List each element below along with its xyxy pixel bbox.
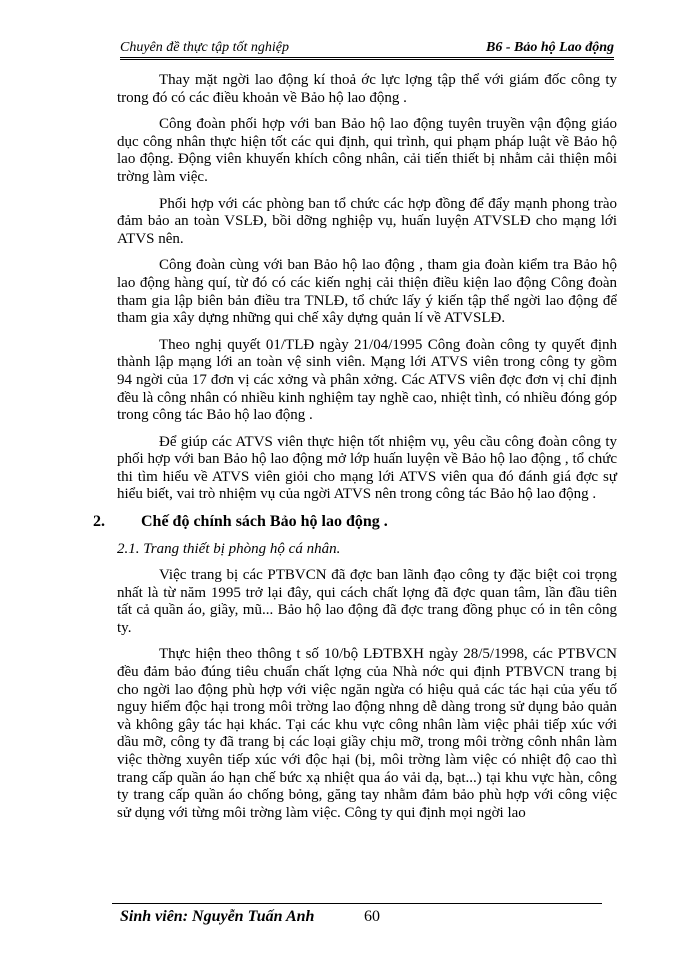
section-title: Chế độ chính sách Bảo hộ lao động . (141, 513, 388, 531)
header-chapter-title: B6 - Bảo hộ Lao động (486, 40, 614, 55)
footer-student-name: Sinh viên: Nguyễn Tuấn Anh (120, 908, 315, 925)
header-rule (120, 57, 614, 60)
subsection-heading: 2.1. Trang thiết bị phòng hộ cá nhân. (117, 541, 341, 558)
header-report-title: Chuyên đề thực tập tốt nghiệp (120, 40, 289, 55)
paragraph: Để giúp các ATVS viên thực hiện tốt nhiệm vụ, yêu cầu công đoàn công ty phối hợp với ban Bảo hộ lao động mở lớp huấn luyện về Bảo hộ lao động , tổ chức thi tìm hiểu về ATVS viên giỏi cho mạng lới ATVS viên qua đó đánh giá đợc sự hiểu biết, vai trò nhiệm vụ của ngời ATVS nên trong công tác Bảo hộ lao động . (117, 433, 617, 503)
paragraph: Theo nghị quyết 01/TLĐ ngày 21/04/1995 Công đoàn công ty quyết định thành lập mạng lới an toàn vệ sinh viên. Mạng lới ATVS viên trong công ty gồm 94 ngời của 17 đơn vị các xởng và phân xởng. Các ATVS viên đợc đơn vị chỉ định đều là công nhân có nhiều kinh nghiệm tay nghề cao, nhiệt tình, có nhiều đóng góp trong công tác Bảo hộ lao động . (117, 336, 617, 424)
paragraph: Công đoàn cùng với ban Bảo hộ lao động , tham gia đoàn kiểm tra Bảo hộ lao động hàng quí, từ đó có các kiến nghị cải thiện điều kiện lao động Công đoàn tham gia lập biên bản điều tra TNLĐ, tổ chức lấy ý kiến tập thể ngời lao động để tham gia xây dựng những qui chế xây dựng quản lí về ATVSLĐ. (117, 257, 617, 327)
document-body (93, 72, 617, 831)
section-heading (93, 513, 617, 532)
paragraph: Phối hợp với các phòng ban tổ chức các hợp đồng để đẩy mạnh phong trào đảm bảo an toàn VSLĐ, bồi dỡng nghiệp vụ, huấn luyện ATVSLĐ cho mạng lới ATVS nên. (117, 195, 617, 247)
section-number: 2. (93, 513, 105, 531)
footer-rule (112, 903, 602, 904)
page-footer (120, 908, 600, 930)
paragraph: Thay mặt ngời lao động kí thoả ớc lực lợng tập thể với giám đốc công ty trong đó có các điều khoản về Bảo hộ lao động . (117, 72, 617, 106)
paragraph: Thực hiện theo thông t số 10/bộ LĐTBXH ngày 28/5/1998, các PTBVCN đều đảm bảo đúng tiêu chuẩn chất lợng của Nhà nớc qui định PTBVCN trang bị cho ngời lao động phù hợp với việc ngăn ngừa có hiệu quả các tác hại của yếu tố nguy hiểm độc hại trong môi trờng lao động nhng dễ dàng trong sử dụng bảo quản và không gây tác hại khác. Tại các khu vực công nhân làm việc phải tiếp xúc với dầu mỡ, công ty đã trang bị các loại giầy chịu mỡ, trong môi trờng cônh nhân làm việc thờng xuyên tiếp xúc với độc hại (bị, môi trờng làm việc có nhiệt độ cao thì trang cấp quần áo hạn chế bức xạ nhiệt qua áo vải dạ, bạt...) tại khu vực hàn, công ty trang cấp quần áo chống bỏng, găng tay nhằm đảm bảo phù hợp với công việc sử dụng với từng môi trờng làm việc. Công ty qui định mọi ngời lao (117, 646, 617, 821)
paragraph: Công đoàn phối hợp với ban Bảo hộ lao động tuyên truyền vận động giáo dục công nhân thực hiện tốt các qui định, qui trình, qui phạm pháp luật về Bảo hộ lao động. Động viên khuyến khích công nhân, cải tiến thiết bị nhằm cải thiện môi trờng làm việc. (117, 116, 617, 185)
paragraph: Việc trang bị các PTBVCN đã đợc ban lãnh đạo công ty đặc biệt coi trọng nhất là từ năm 1995 trở lại đây, qui cách chất lợng đã đợc quan tâm, lần đầu tiên tất cả quần áo, giầy, mũ... Bảo hộ lao động đã đợc trang đồng phục có in tên công ty. (117, 567, 617, 636)
page-number: 60 (364, 908, 380, 925)
page-header (120, 38, 614, 60)
